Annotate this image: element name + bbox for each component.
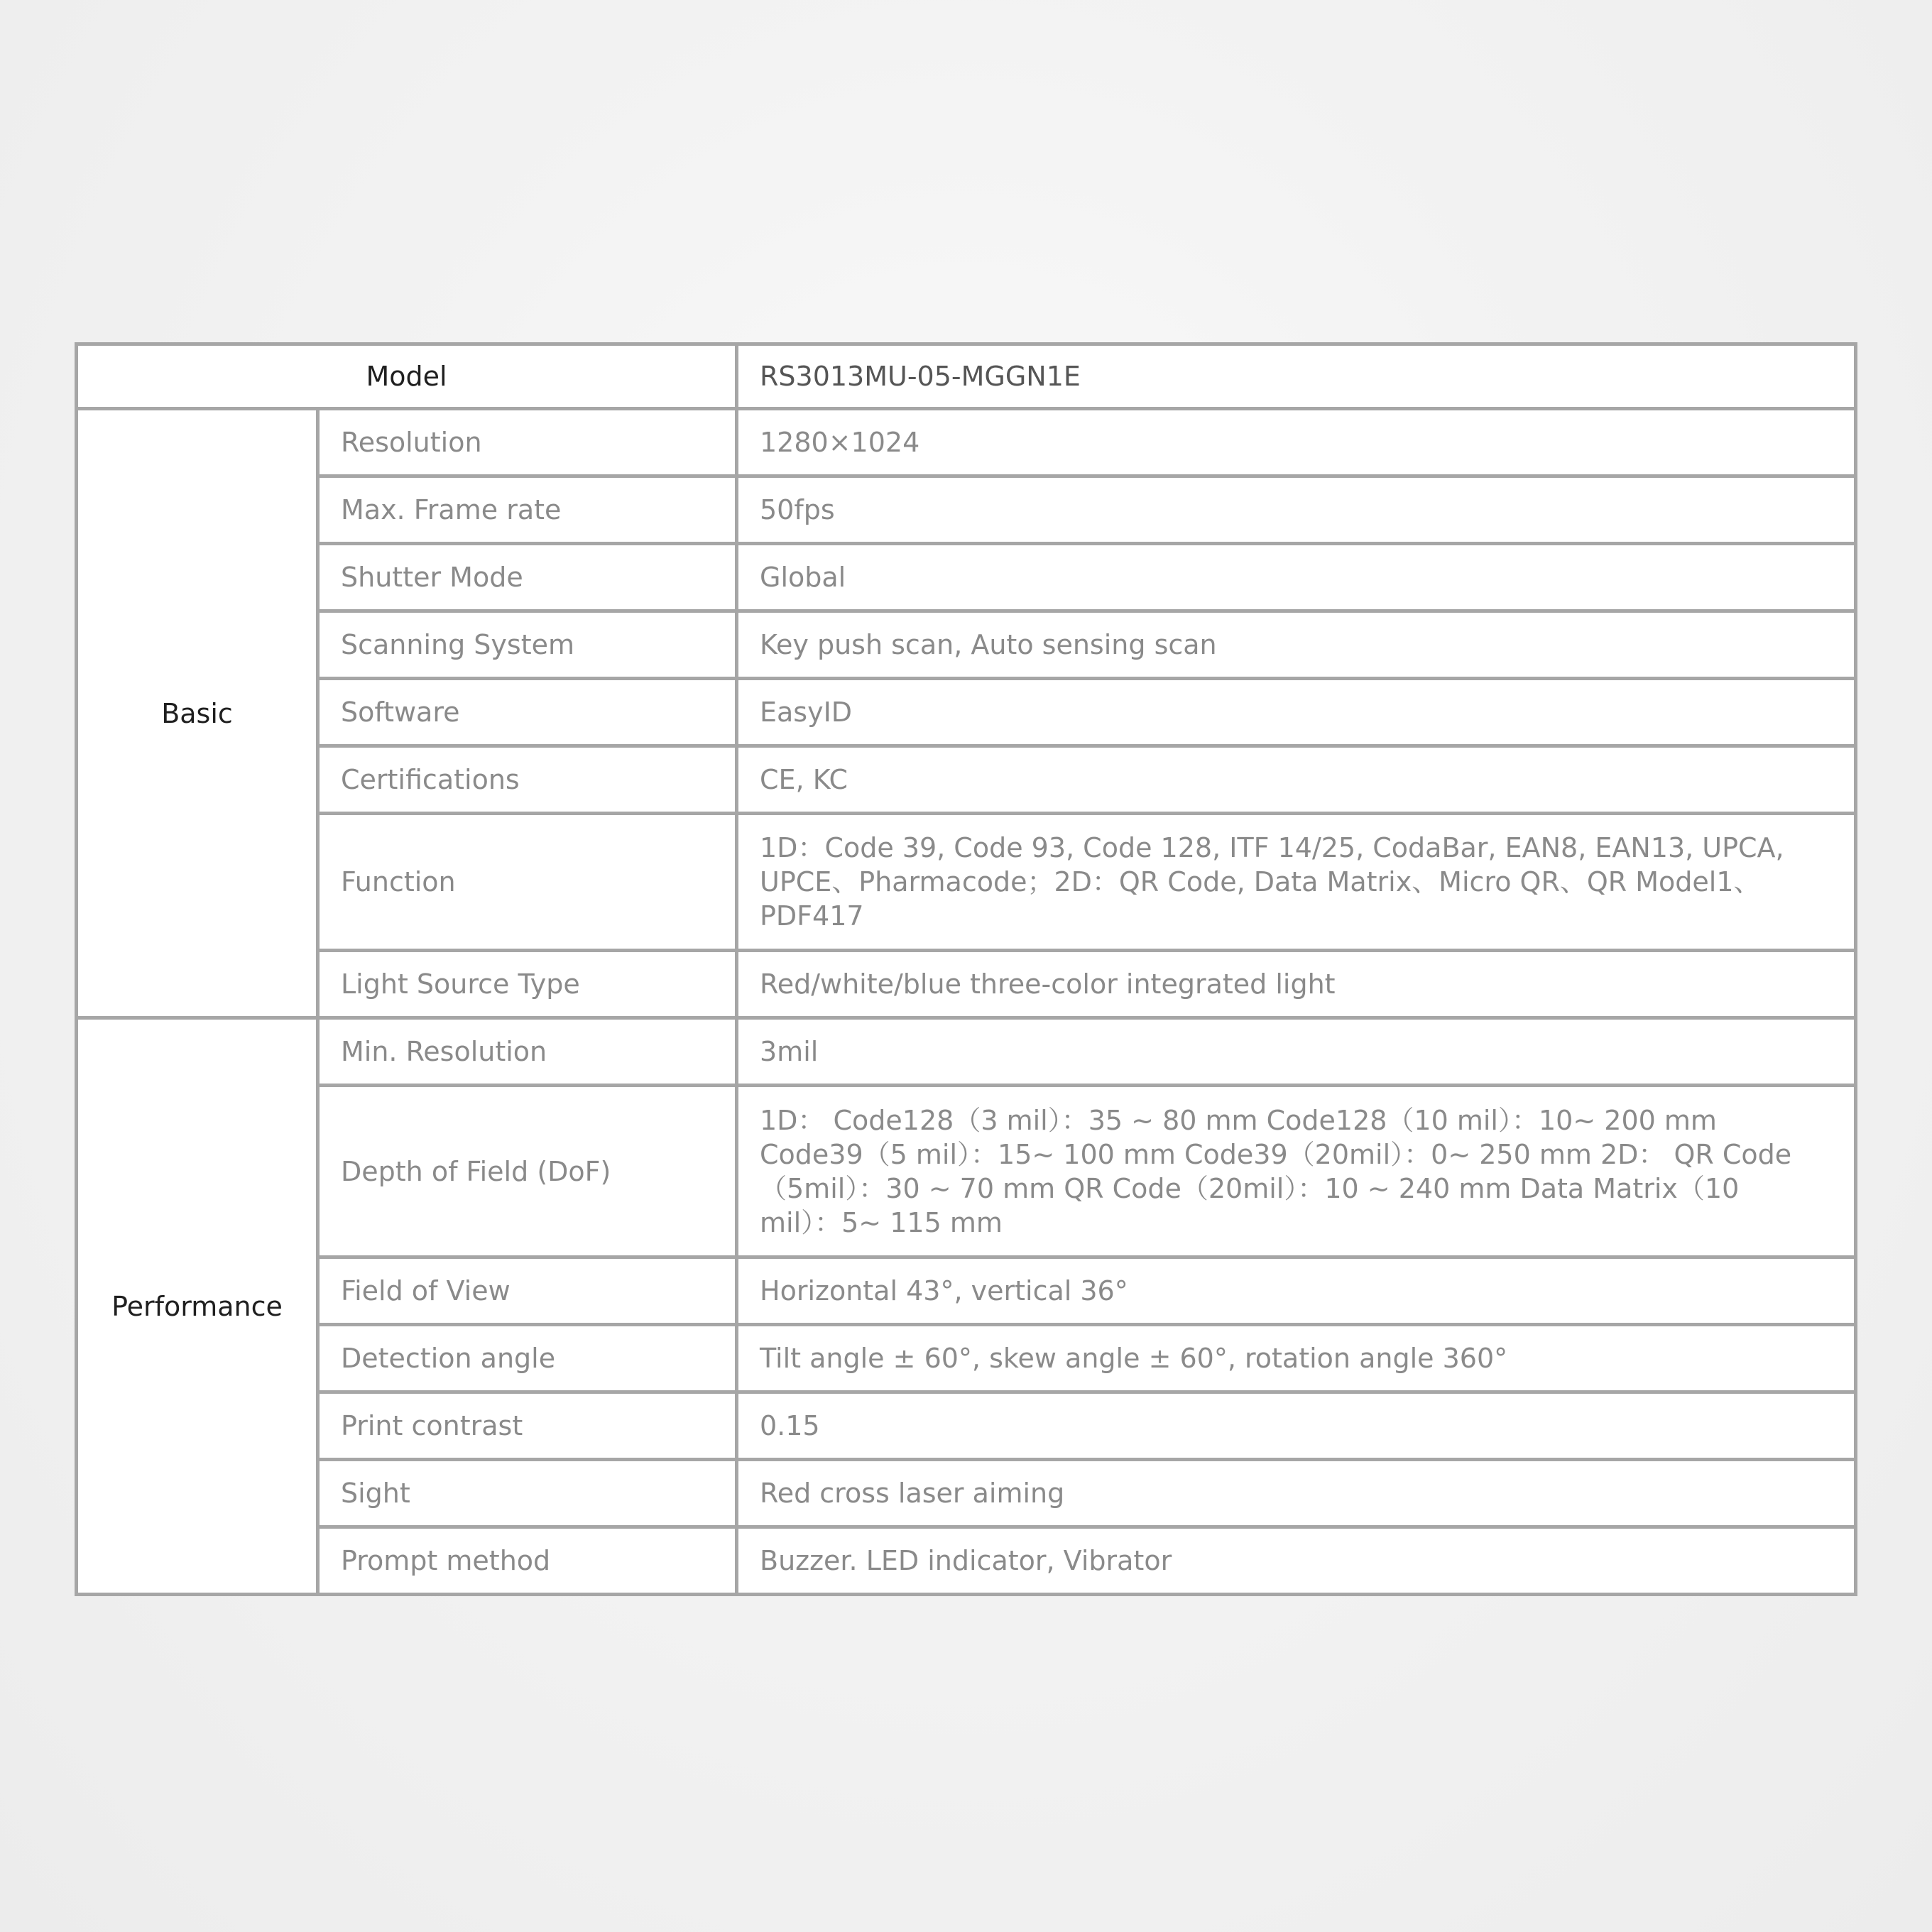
row-label: Print contrast [318, 1392, 737, 1460]
row-value: Horizontal 43°, vertical 36° [737, 1257, 1856, 1325]
row-value: Buzzer. LED indicator, Vibrator [737, 1527, 1856, 1595]
row-value: Key push scan, Auto sensing scan [737, 611, 1856, 679]
row-label: Depth of Field (DoF) [318, 1086, 737, 1257]
table-row [77, 476, 1856, 544]
table-row [77, 1018, 1856, 1086]
row-label: Sight [318, 1460, 737, 1527]
row-label: Software [318, 679, 737, 746]
spec-table [75, 342, 1857, 1596]
row-value: 3mil [737, 1018, 1856, 1086]
row-value: EasyID [737, 679, 1856, 746]
row-label: Detection angle [318, 1325, 737, 1392]
group-label-basic: Basic [77, 409, 318, 1018]
table-row [77, 679, 1856, 746]
table-row-model [77, 344, 1856, 409]
table-row [77, 814, 1856, 951]
table-row [77, 611, 1856, 679]
row-value: Global [737, 544, 1856, 611]
row-value: Tilt angle ± 60°, skew angle ± 60°, rotation angle 360° [737, 1325, 1856, 1392]
row-label: Resolution [318, 409, 737, 476]
table-row [77, 544, 1856, 611]
row-label: Field of View [318, 1257, 737, 1325]
row-label: Max. Frame rate [318, 476, 737, 544]
row-value: 0.15 [737, 1392, 1856, 1460]
model-value: RS3013MU-05-MGGN1E [737, 344, 1856, 409]
row-value: Red/white/blue three-color integrated light [737, 951, 1856, 1018]
row-label: Shutter Mode [318, 544, 737, 611]
table-row [77, 1392, 1856, 1460]
table-row [77, 1527, 1856, 1595]
row-label: Scanning System [318, 611, 737, 679]
table-row [77, 1086, 1856, 1257]
model-label: Model [77, 344, 737, 409]
table-row [77, 746, 1856, 814]
row-value: 1280×1024 [737, 409, 1856, 476]
table-row [77, 1325, 1856, 1392]
row-value: CE, KC [737, 746, 1856, 814]
row-value: Red cross laser aiming [737, 1460, 1856, 1527]
row-label: Light Source Type [318, 951, 737, 1018]
table-row [77, 1257, 1856, 1325]
row-label: Certifications [318, 746, 737, 814]
row-value: 1D：Code 39, Code 93, Code 128, ITF 14/25, CodaBar, EAN8, EAN13, UPCA, UPCE、Pharmacode；2D：QR Code, Data Matrix、Micro QR、QR Model1、PDF417 [737, 814, 1856, 951]
row-value: 1D： Code128（3 mil）：35 ~ 80 mm Code128（10 mil）：10~ 200 mm Code39（5 mil）：15~ 100 mm Code39（20mil）：0~ 250 mm 2D： QR Code（5mil）：30 ~ 70 mm QR Code（20mil）：10 ~ 240 mm Data Matrix（10 mil）：5~ 115 mm [737, 1086, 1856, 1257]
row-label: Prompt method [318, 1527, 737, 1595]
row-label: Function [318, 814, 737, 951]
group-label-performance: Performance [77, 1018, 318, 1595]
table-row [77, 409, 1856, 476]
table-row [77, 951, 1856, 1018]
table-row [77, 1460, 1856, 1527]
row-label: Min. Resolution [318, 1018, 737, 1086]
row-value: 50fps [737, 476, 1856, 544]
